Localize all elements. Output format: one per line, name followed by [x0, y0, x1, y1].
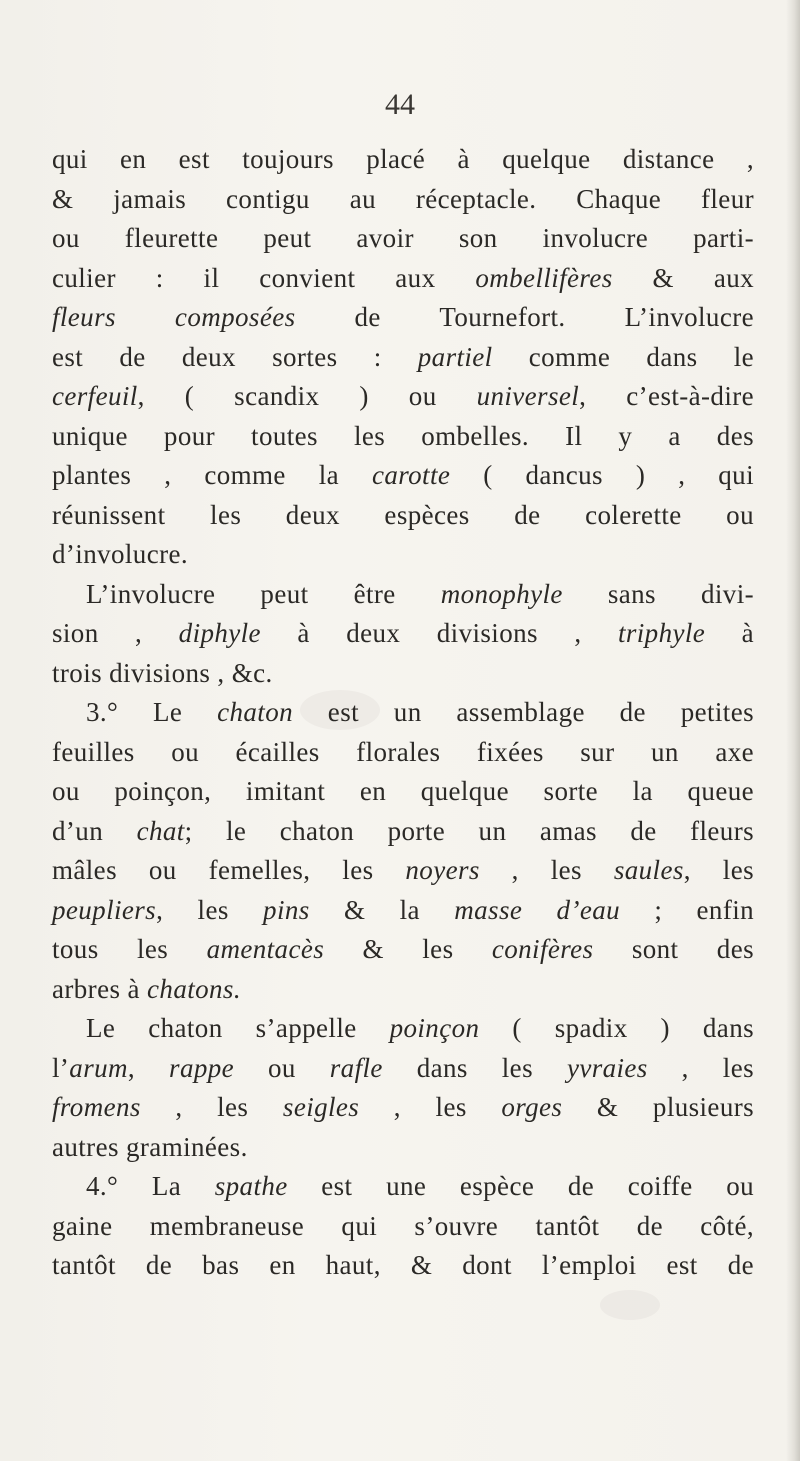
text-segment: qui en est toujours placé à quelque distance , [52, 144, 754, 174]
text-segment: 3.° Le [86, 697, 218, 727]
text-line [52, 930, 754, 970]
text-segment: trois divisions , &c. [52, 657, 273, 688]
italic-term: carotte [371, 460, 451, 490]
text-segment: est de deux sortes : [52, 341, 418, 372]
text-line [52, 1167, 754, 1207]
italic-term: monophyle [440, 578, 563, 609]
text-segment: & les [324, 934, 492, 964]
text-segment: mâles ou femelles, les [52, 855, 406, 885]
text-segment: & jamais contigu au réceptacle. Chaque fleur [52, 183, 754, 214]
text-line [52, 891, 754, 931]
text-line [52, 1207, 754, 1247]
italic-term: cerfeuil [52, 381, 138, 411]
italic-term: spathe [214, 1171, 288, 1201]
italic-term: noyers [405, 855, 480, 885]
text-segment: dans les [382, 1052, 567, 1083]
text-line [52, 1009, 754, 1049]
text-segment: culier : il convient aux [52, 262, 476, 293]
text-segment: sont des [593, 934, 754, 964]
text-line [52, 851, 754, 891]
text-line [52, 733, 754, 773]
text-segment: l’ [52, 1052, 70, 1083]
text-line [52, 259, 754, 299]
text-segment: plantes , comme la [52, 460, 372, 490]
italic-term: saules [613, 855, 684, 885]
text-segment: , c’est-à-dire [579, 381, 754, 411]
text-segment: autres graminées. [52, 1131, 248, 1162]
text-line [52, 1088, 754, 1128]
italic-term: diphyle [178, 618, 261, 648]
text-line [52, 575, 754, 615]
text-segment: ou poinçon, imitant en quelque sorte la queue [52, 776, 754, 806]
text-line [52, 377, 754, 417]
text-segment: , [127, 1052, 170, 1083]
text-segment: d’un [52, 815, 137, 846]
text-segment: 4.° La [86, 1171, 215, 1201]
page-number: 44 [385, 88, 415, 121]
text-segment: Le chaton s’appelle [86, 1013, 390, 1043]
italic-term: pins [263, 894, 310, 925]
paper-stain [600, 1290, 660, 1320]
text-line [52, 693, 754, 733]
text-segment: ; enfin [620, 894, 755, 925]
text-segment: est une espèce de coiffe ou [287, 1171, 754, 1201]
italic-term: peupliers [52, 894, 157, 925]
text-line [52, 772, 754, 812]
italic-term: fromens [52, 1092, 141, 1122]
italic-term: universel [476, 381, 580, 411]
page-edge-shadow [786, 0, 800, 1461]
text-segment: tantôt de bas en haut, & dont l’emploi est de [52, 1250, 754, 1280]
text-segment: d’involucre. [52, 539, 189, 569]
text-line [52, 654, 754, 694]
italic-term: orges [501, 1092, 563, 1122]
text-segment: de Tournefort. L’involucre [295, 302, 754, 332]
text-segment: à [705, 618, 754, 648]
text-segment: sion , [52, 618, 179, 648]
text-segment: , les [479, 855, 614, 885]
italic-term: chat [136, 815, 185, 846]
text-segment: ou [234, 1052, 330, 1083]
text-segment: ( spadix ) dans [479, 1013, 754, 1043]
text-line [52, 456, 754, 496]
text-segment: sans divi- [562, 578, 754, 609]
text-segment: , les [683, 855, 754, 885]
text-segment: ; le chaton porte un amas de fleurs [184, 815, 754, 846]
text-segment: gaine membraneuse qui s’ouvre tantôt de côté, [52, 1210, 754, 1241]
text-line [52, 219, 754, 259]
text-line [52, 417, 754, 457]
italic-term: masse d’eau [454, 894, 621, 925]
italic-term: triphyle [617, 618, 706, 648]
text-segment: , les [359, 1092, 502, 1122]
italic-term: rappe [169, 1052, 235, 1083]
text-segment: & la [309, 894, 455, 925]
text-segment: ou fleurette peut avoir son involucre parti- [52, 223, 754, 253]
italic-term: partiel [417, 341, 493, 372]
text-line [52, 180, 754, 220]
italic-term: ombellifères [475, 262, 613, 293]
text-segment: ( dancus ) , qui [450, 460, 754, 490]
text-segment: , les [647, 1052, 754, 1083]
text-segment: & aux [612, 262, 754, 293]
italic-term: conifères [491, 934, 594, 964]
italic-term: chaton [217, 697, 294, 727]
italic-term: chatons. [147, 973, 241, 1004]
text-segment: & plusieurs [562, 1092, 755, 1122]
text-segment: , les [156, 894, 264, 925]
text-line [52, 140, 754, 180]
text-segment: L’involucre peut être [86, 578, 441, 609]
body-text [52, 140, 754, 1286]
text-segment: , les [140, 1092, 283, 1122]
italic-term: yvraies [566, 1052, 648, 1083]
text-line [52, 496, 754, 536]
text-segment: comme dans le [492, 341, 754, 372]
italic-term: rafle [329, 1052, 383, 1083]
text-line [52, 1049, 754, 1089]
text-segment: unique pour toutes les ombelles. Il y a des [52, 420, 754, 451]
text-segment: réunissent les deux espèces de colerette ou [52, 499, 754, 530]
text-line [52, 1246, 754, 1286]
italic-term: arum [69, 1052, 128, 1083]
italic-term: amentacès [206, 934, 325, 964]
text-segment: , ( scandix ) ou [137, 381, 477, 411]
italic-term: seigles [282, 1092, 360, 1122]
text-line [52, 812, 754, 852]
text-segment: arbres à [52, 973, 148, 1004]
text-line [52, 535, 754, 575]
text-line [52, 1128, 754, 1168]
text-line [52, 298, 754, 338]
text-segment: à deux divisions , [260, 618, 618, 648]
italic-term: poinçon [389, 1013, 480, 1043]
text-segment: est un assemblage de petites [293, 697, 755, 727]
text-line [52, 970, 754, 1010]
text-segment: feuilles ou écailles florales fixées sur un axe [52, 736, 754, 767]
text-segment: tous les [52, 934, 207, 964]
text-line [52, 614, 754, 654]
text-line [52, 338, 754, 378]
italic-term: fleurs composées [52, 302, 296, 332]
